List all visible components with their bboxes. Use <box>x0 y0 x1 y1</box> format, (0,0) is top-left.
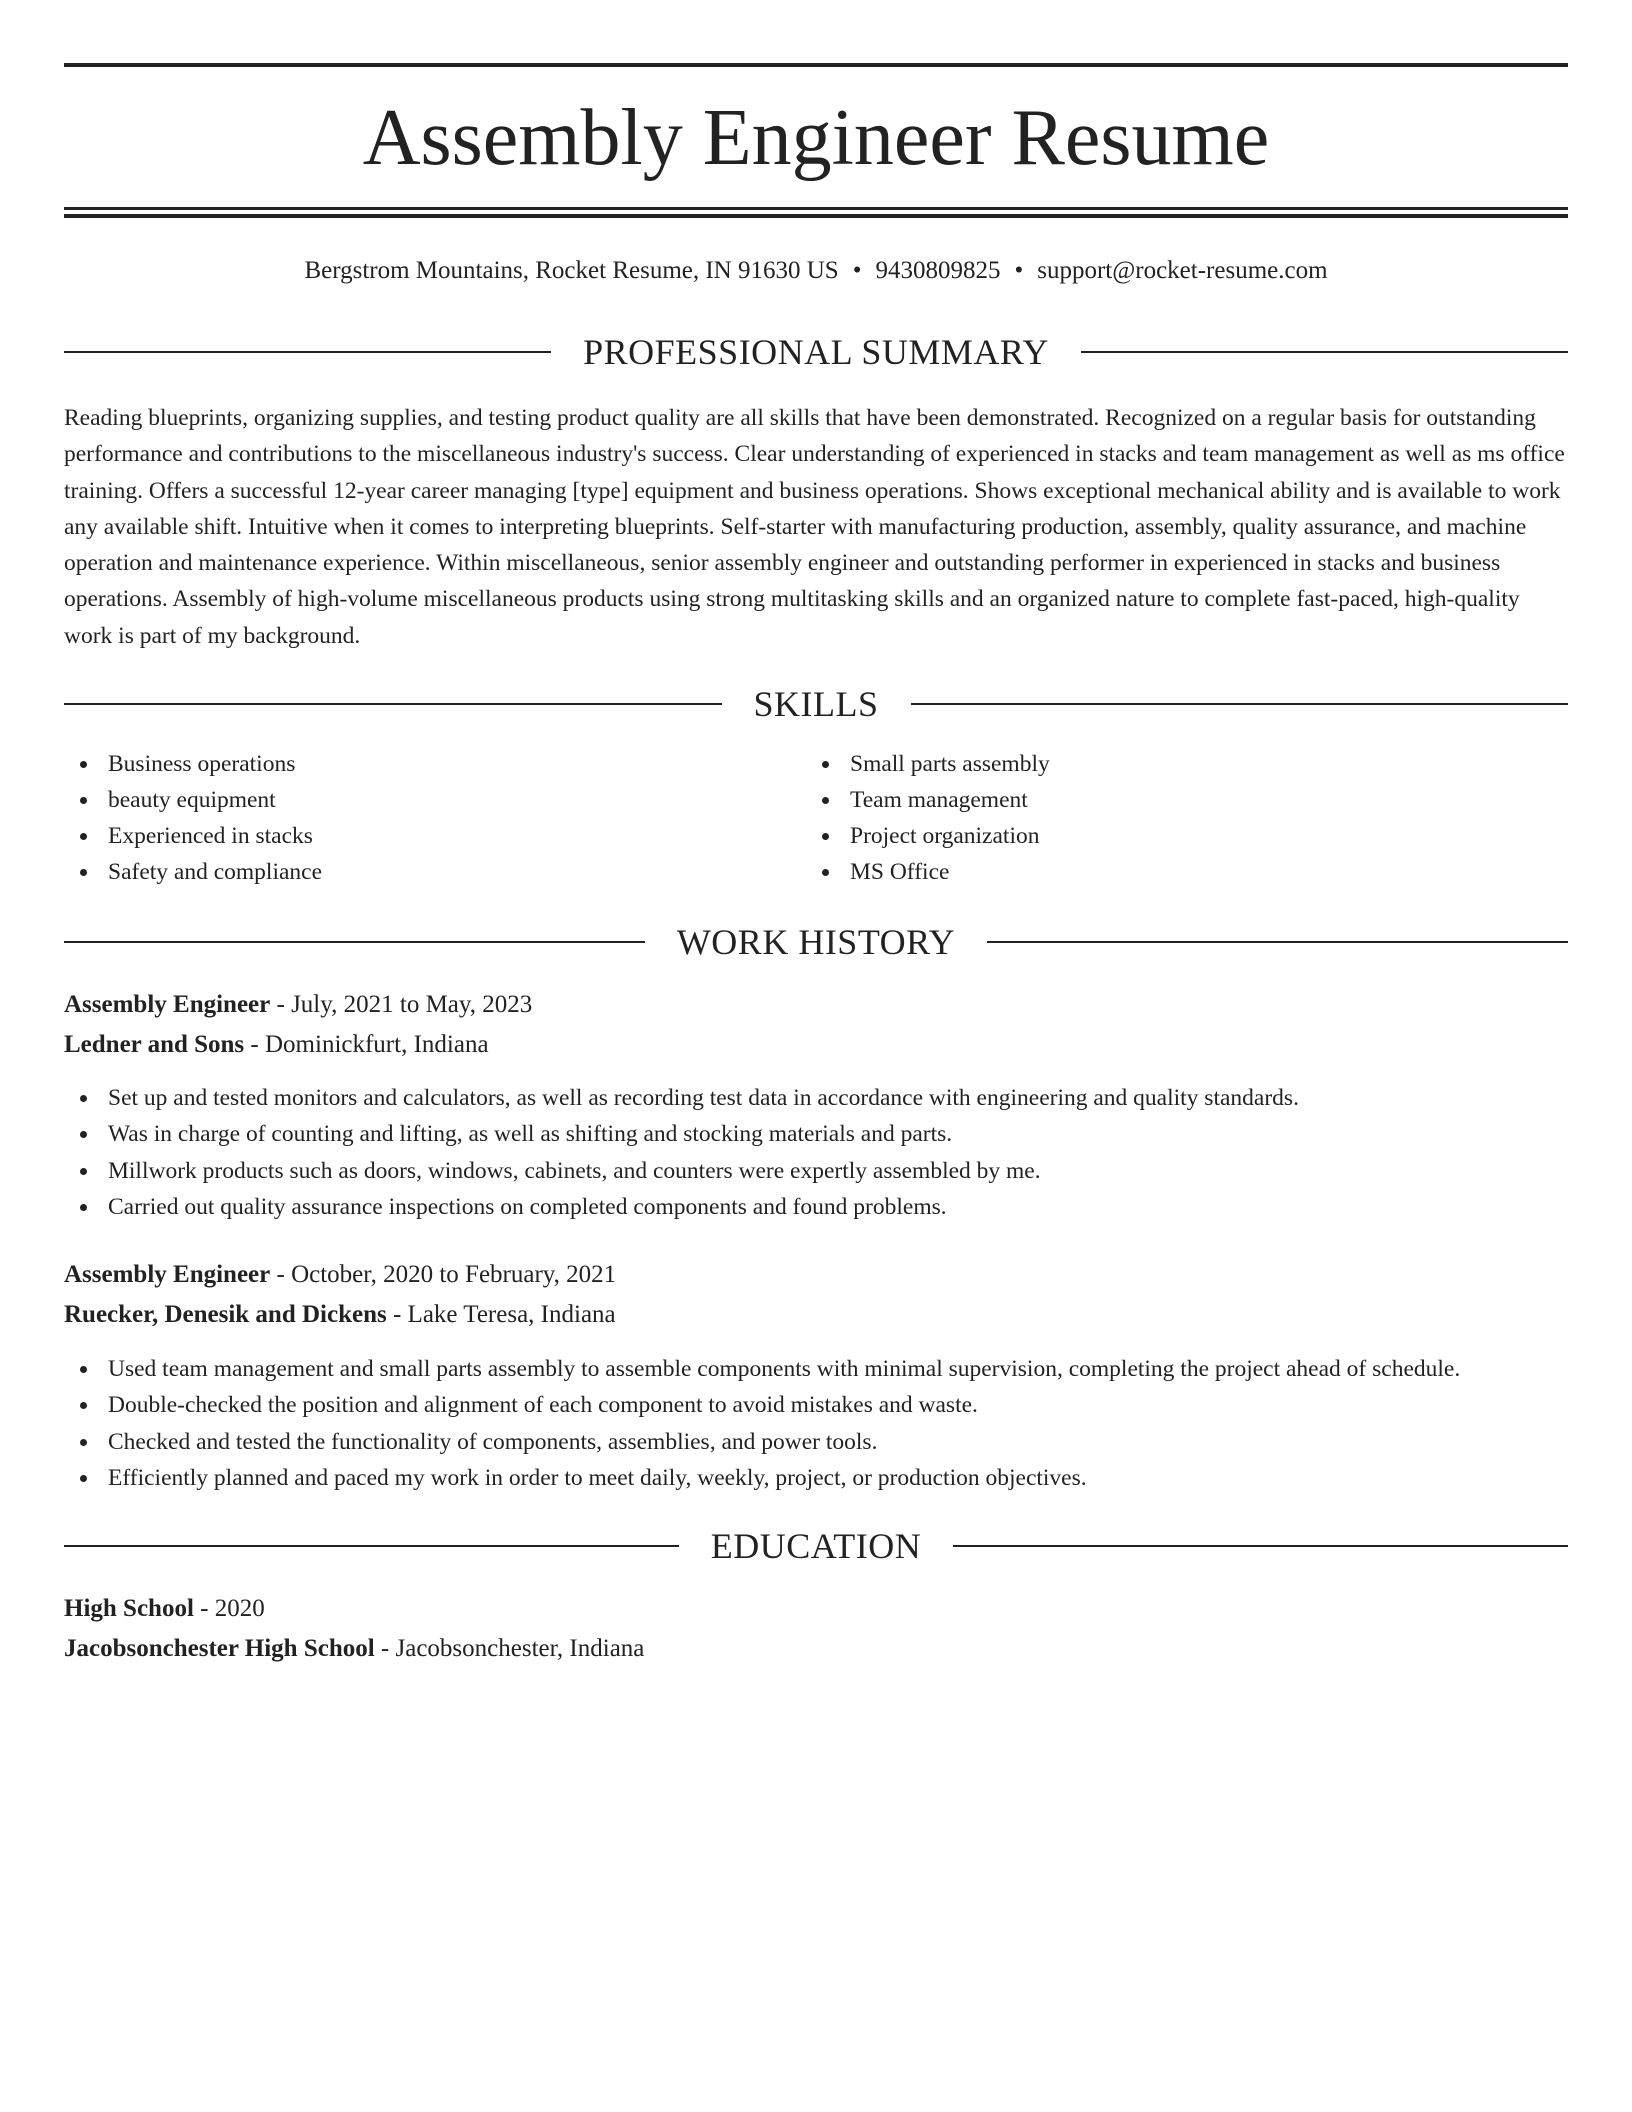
contact-separator: • <box>852 257 862 284</box>
section-title-summary: PROFESSIONAL SUMMARY <box>583 332 1049 372</box>
job-title-line <box>64 1258 1568 1292</box>
section-heading-education <box>64 1524 1568 1568</box>
education-location: - Jacobsonchester, Indiana <box>374 1635 645 1662</box>
section-title-skills: SKILLS <box>753 684 879 724</box>
heading-rule <box>64 351 551 353</box>
contact-address: Bergstrom Mountains, Rocket Resume, IN 91630 US <box>304 257 839 284</box>
job-bullets <box>64 1080 1568 1225</box>
education-degree: High School <box>64 1595 194 1622</box>
skill-item: Project organization <box>806 818 1568 854</box>
skills-column-right <box>806 746 1568 890</box>
header-double-rule <box>64 207 1568 218</box>
skills-list <box>64 746 1568 890</box>
job-title-line <box>64 988 1568 1022</box>
heading-rule <box>953 1545 1568 1547</box>
skill-item: MS Office <box>806 854 1568 890</box>
job-bullet: Used team management and small parts assembly to assemble components with minimal supervision, completing the project ahead of schedule. <box>64 1351 1568 1387</box>
job-title: Assembly Engineer <box>64 1261 271 1288</box>
job-company: Ledner and Sons <box>64 1031 245 1058</box>
heading-rule <box>64 1545 679 1547</box>
job-bullet: Set up and tested monitors and calculators, as well as recording test data in accordance with engineering and quality standards. <box>64 1080 1568 1116</box>
heading-rule <box>64 703 722 705</box>
section-title-education: EDUCATION <box>710 1526 922 1566</box>
skill-item: Small parts assembly <box>806 746 1568 782</box>
heading-rule <box>911 703 1569 705</box>
job-bullet: Efficiently planned and paced my work in order to meet daily, weekly, project, or production objectives. <box>64 1460 1568 1496</box>
job-bullet: Millwork products such as doors, windows, cabinets, and counters were expertly assembled by me. <box>64 1153 1568 1189</box>
section-heading-summary <box>64 330 1568 374</box>
job-location: - Lake Teresa, Indiana <box>386 1301 616 1328</box>
skill-item: Experienced in stacks <box>64 818 806 854</box>
job-bullet: Checked and tested the functionality of components, assemblies, and power tools. <box>64 1424 1568 1460</box>
heading-rule <box>987 941 1568 943</box>
skill-item: Safety and compliance <box>64 854 806 890</box>
skill-item: beauty equipment <box>64 782 806 818</box>
education-year: - 2020 <box>193 1595 265 1622</box>
job-bullets <box>64 1351 1568 1496</box>
job-company: Ruecker, Denesik and Dickens <box>64 1301 387 1328</box>
contact-separator: • <box>1014 257 1024 284</box>
job-company-line <box>64 1298 1568 1332</box>
contact-phone: 9430809825 <box>875 257 1001 284</box>
section-heading-work <box>64 920 1568 964</box>
job-bullet: Double-checked the position and alignment of each component to avoid mistakes and waste. <box>64 1387 1568 1423</box>
job-location: - Dominickfurt, Indiana <box>244 1031 489 1058</box>
summary-paragraph: Reading blueprints, organizing supplies, and testing product quality are all skills that have been demonstrated. Recognized on a regular basis for outstanding performance and contributions to the miscellaneous industry's success. Clear understanding of experienced in stacks and team management as well as ms office training. Offers a successful 12-year career managing [type] equipment and business operations. Shows exceptional mechanical ability and is available to work any available shift. Intuitive when it comes to interpreting blueprints. Self-starter with manufacturing production, assembly, quality assurance, and machine operation and maintenance experience. Within miscellaneous, senior assembly engineer and outstanding performer in experienced in stacks and business operations. Assembly of high-volume miscellaneous products using strong multitasking skills and an organized nature to complete fast-paced, high-quality work is part of my background. <box>64 405 1565 649</box>
heading-rule <box>1081 351 1568 353</box>
education-school: Jacobsonchester High School <box>64 1635 375 1662</box>
section-heading-skills <box>64 682 1568 726</box>
job-company-line <box>64 1028 1568 1062</box>
job-bullet: Carried out quality assurance inspections on completed components and found problems. <box>64 1189 1568 1225</box>
job-title: Assembly Engineer <box>64 991 271 1018</box>
skill-item: Team management <box>806 782 1568 818</box>
job-dates: - October, 2020 to February, 2021 <box>270 1261 617 1288</box>
header-top-rule <box>64 63 1568 67</box>
contact-line <box>64 254 1568 288</box>
resume-title: Assembly Engineer Resume <box>362 94 1270 182</box>
skill-item: Business operations <box>64 746 806 782</box>
education-degree-line <box>64 1592 1568 1626</box>
job-dates: - July, 2021 to May, 2023 <box>270 991 533 1018</box>
heading-rule <box>64 941 645 943</box>
section-title-work: WORK HISTORY <box>676 922 956 962</box>
education-school-line <box>64 1632 1568 1666</box>
job-bullet: Was in charge of counting and lifting, as well as shifting and stocking materials and parts. <box>64 1116 1568 1152</box>
contact-email: support@rocket-resume.com <box>1037 257 1328 284</box>
skills-column-left <box>64 746 806 890</box>
